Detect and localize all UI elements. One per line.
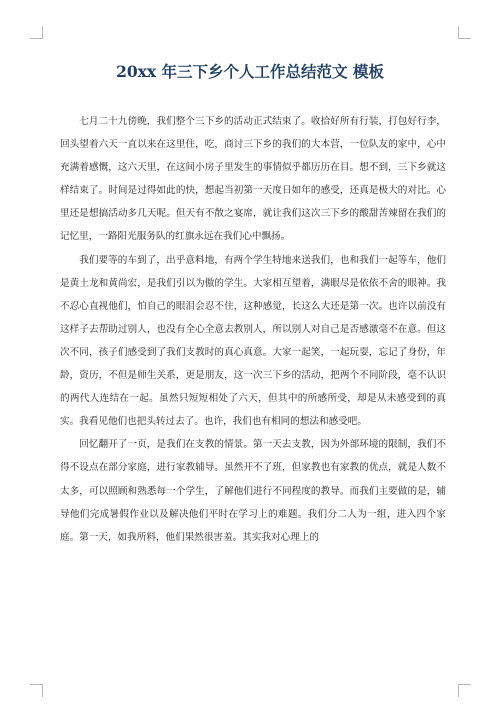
paragraph: 我们要等的车到了，出乎意料地，有两个学生特地来送我们，也和我们一起等车，他们是黄土龙和黄尚宏，是我们引以为傲的学生。大家相互望着，满眼尽是依依不舍的眼神。我不忍心直视他们，怕自己的眼泪会忍不住，这种感觉，长这么大还是第一次。也许以前没有这样子去帮助过别人，也没有全心全意去教别人，所以别人对自己是否感激毫不在意。但这次不同，孩子们感受到了我们支教时的真心真意。大家一起笑，一起玩耍，忘记了身份，年龄，资历，不但是师生关系，更是朋友，这一次三下乡的活动，把两个不同阶段，毫不认识的两代人连结在一起。虽然只短短相处了六天，但其中的所感所受，却是从未感受到的真实。我看见他们也把头转过去了。也许，我们也有相同的想法和感受吧。	[60, 254, 446, 428]
crop-mark-top-left	[30, 26, 43, 39]
crop-mark-top-right	[458, 26, 471, 39]
paragraph: 七月二十九傍晚，我们整个三下乡的活动正式结束了。收拾好所有行装，打包好行李，回头望着六天一直以来在这里住，吃，商讨三下乡的我们的大本营，一位队友的家中，心中充满着感慨，这六天里，在这间小房子里发生的事情似乎都历历在目。想不到，三下乡就这样结束了。时间是过得如此的快，想起当初第一天度日如年的感受，还真是极大的对比。心里还是想搞活动多几天呢。但天有不散之宴席，就让我们这次三下乡的酸甜苦辣留在我们的记忆里，一路阳光服务队的红旗永远在我们心中飘扬。	[60, 116, 446, 243]
document-body	[60, 110, 446, 549]
crop-mark-bottom-left	[30, 684, 43, 697]
document-title: 20xx 年三下乡个人工作总结范文 模板	[116, 62, 384, 81]
crop-mark-bottom-right	[458, 684, 471, 697]
paragraph: 回忆翻开了一页，是我们在支教的情景。第一天去支教，因为外部环境的限制，我们不得不设点在部分家庭，进行家教辅导。虽然开不了班，但家教也有家教的优点，就是人数不太多，可以照顾和熟悉每一个学生，了解他们进行不同程度的教导。而我们主要做的是，辅导他们完成暑假作业以及解决他们平时在学习上的难题。我们分二人为一组，进入四个家庭。第一天，如我所料，他们果然很害羞。其实我对心理上的	[60, 439, 446, 543]
